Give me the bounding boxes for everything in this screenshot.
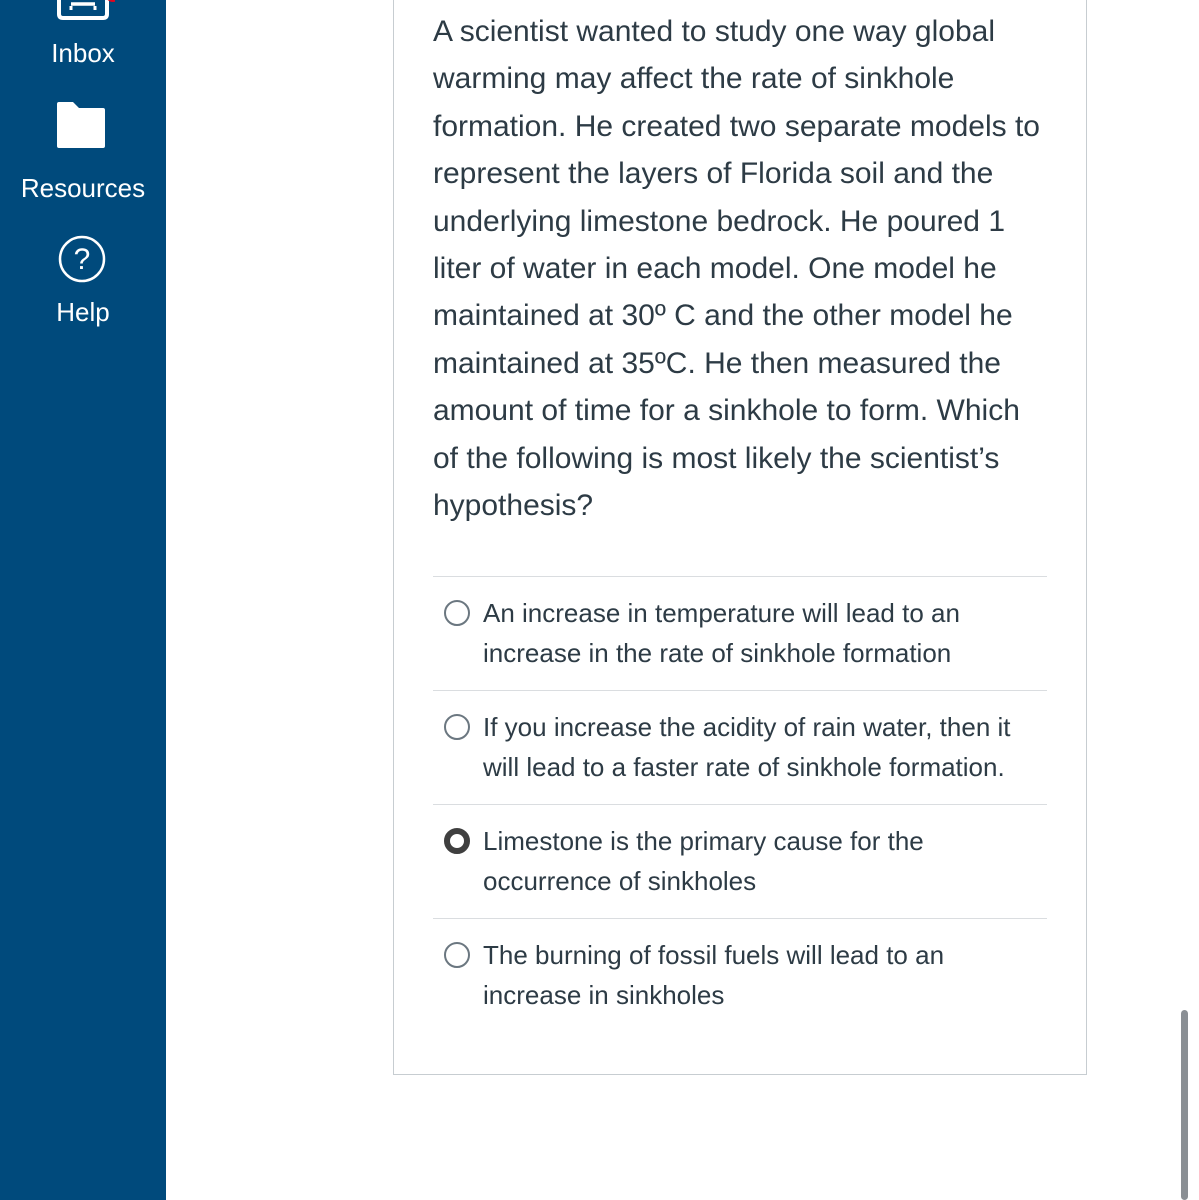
answer-label[interactable]: If you increase the acidity of rain water, then it will lead to a faster rate of sinkhole formation. (483, 712, 1011, 782)
answer-option[interactable] (433, 690, 1047, 804)
answer-radio[interactable] (444, 600, 470, 626)
nav-item-help[interactable] (0, 232, 166, 332)
answer-radio-selected[interactable] (444, 828, 470, 854)
global-nav-sidebar (0, 0, 166, 1200)
answer-option[interactable] (433, 918, 1047, 1032)
answer-label[interactable]: The burning of fossil fuels will lead to an increase in sinkholes (483, 940, 945, 1010)
answer-list (433, 576, 1047, 1032)
folder-icon (57, 102, 105, 148)
answer-radio[interactable] (444, 714, 470, 740)
answer-option[interactable] (433, 804, 1047, 918)
inbox-icon (55, 0, 115, 22)
nav-item-resources[interactable] (0, 95, 166, 210)
help-circle-icon (57, 234, 107, 284)
svg-text:?: ? (73, 243, 91, 276)
nav-label-inbox: Inbox (51, 38, 115, 68)
answer-radio[interactable] (444, 942, 470, 968)
answer-label[interactable]: An increase in temperature will lead to an increase in the rate of sinkhole formation (483, 598, 960, 668)
vertical-scrollbar[interactable] (1181, 1010, 1188, 1200)
answer-option[interactable] (433, 576, 1047, 690)
answer-label[interactable]: Limestone is the primary cause for the occurrence of sinkholes (483, 826, 924, 896)
question-text: A scientist wanted to study one way global warming may affect the rate of sinkhole formation. He created two separate models to represent the layers of Florida soil and the underlying limestone bedrock. He poured 1 liter of water in each model. One model he maintained at 30º C and the other model he maintained at 35ºC. He then measured the amount of time for a sinkhole to form. Which of the following is most likely the scientist’s hypothesis? (433, 15, 1040, 523)
nav-label-help: Help (56, 297, 110, 327)
nav-label-resources: Resources (20, 173, 146, 203)
nav-item-inbox[interactable] (0, 0, 166, 80)
